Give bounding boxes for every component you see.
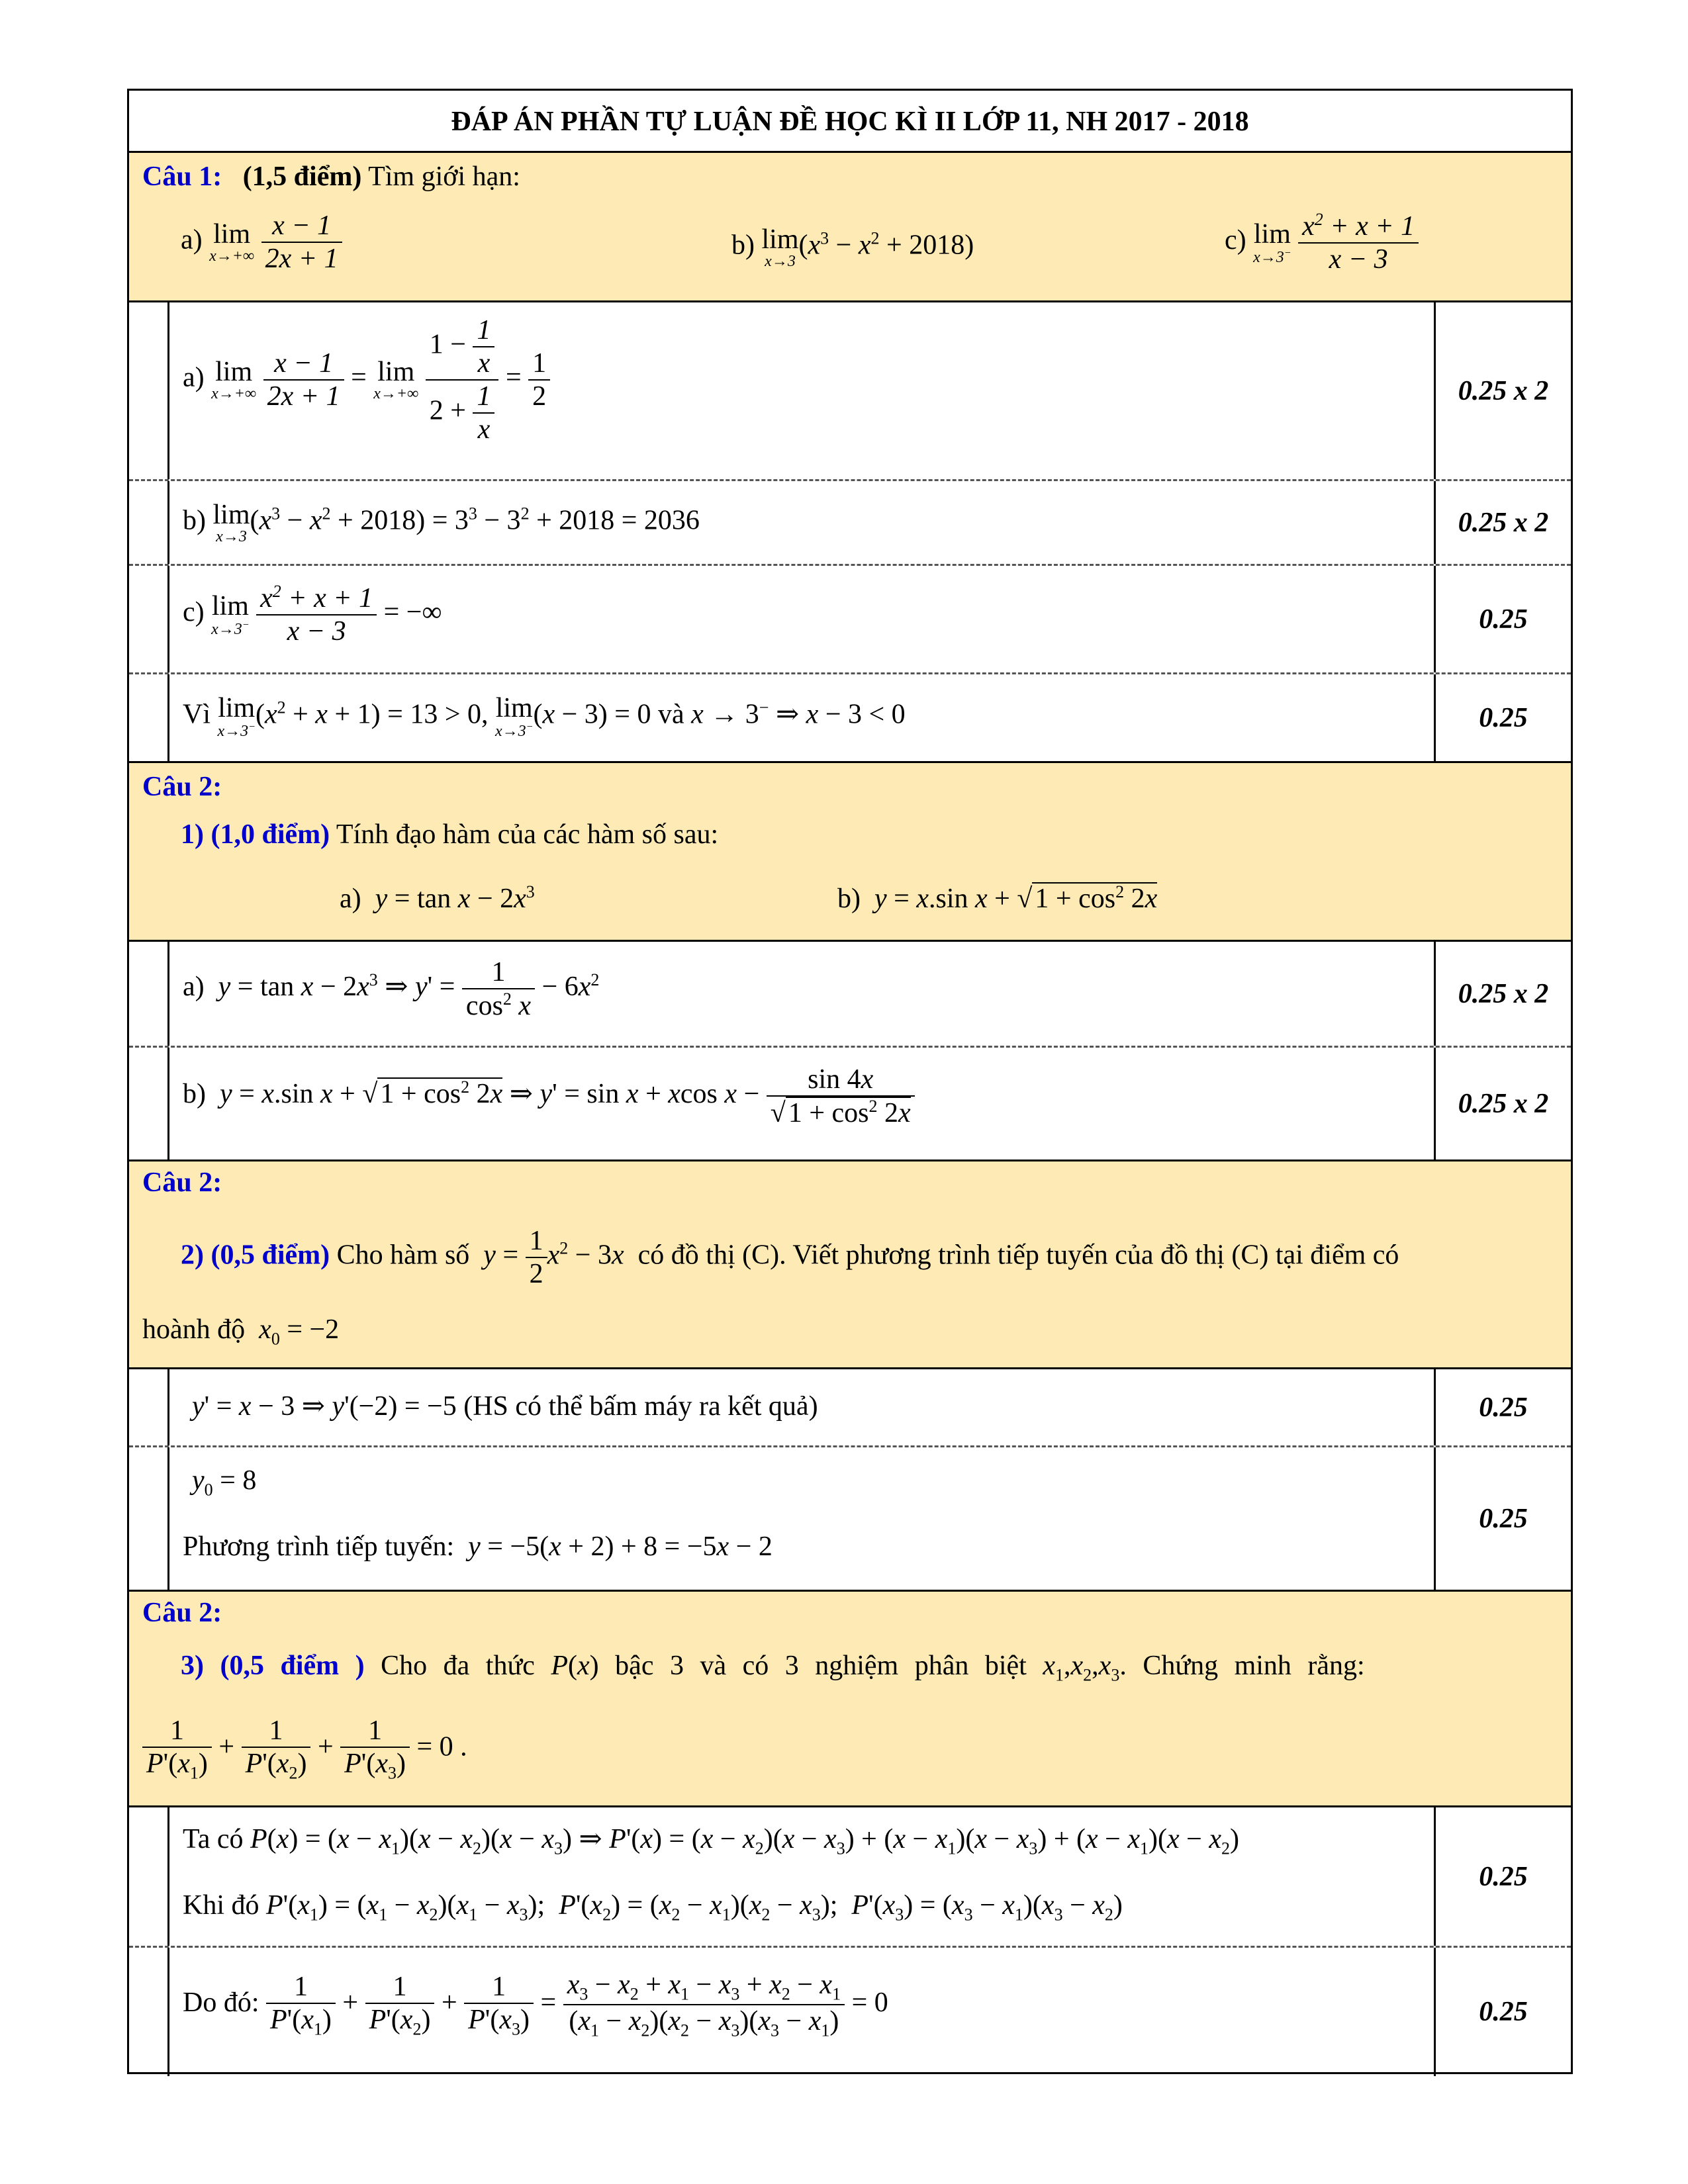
question-2-3-text: 3) (0,5 điểm ) Cho đa thức P(x) bậc 3 và có 3 nghiệm phân biệt $x_1,x_2,x_3$. Chứng minh rằng: [181,1651,1365,1685]
question-label: Câu 2: [142,1598,222,1628]
question-2-1 [129,763,1571,942]
calculator-note: (HS có thể bấm máy ra kết quả) [463,1391,818,1422]
solution-2-2a [129,1369,1571,1447]
question-2-2-text: 2) (0,5 điểm) Cho hàm số y = $\frac{1}{2}$ $x^2 - 3x$ có đồ thị (C). Viết phương trình tiếp tuyến của đồ thị (C) tại điểm có [181,1226,1399,1289]
score: 0.25 x 2 [1458,978,1549,1009]
word-va: và [657,699,684,730]
score: 0.25 [1479,1392,1528,1423]
limit-a: a) lim x→+∞ $\frac{x - 1}{2x + 1}$ [181,210,342,275]
question-text-c: . Chứng minh rằng: [1119,1651,1365,1681]
score: 0.25 [1479,1861,1528,1892]
solution-1c [129,566,1571,674]
question-2-1-heading [181,819,718,850]
solution-2-3a [129,1807,1571,1948]
solution-2-2a-math: y' = x − 3 ⇒ y'(−2) = −5 (HS có thể bấm máy ra kết quả) [192,1391,818,1422]
solution-2-1b-math: b) y = x.sin $x + √1 + \cos^2 2x$ ⇒ y' = sin x + xcos x − $\frac{\sin 4x}{√1 + \cos^2 2x}$ [183,1064,915,1129]
limit-c: c) lim x→3− $\frac{x^2 + x + 1}{x - 3}$ [1225,210,1419,275]
question-points: (1,5 điểm) [242,161,362,192]
final-sum: Do đó: $\frac{1}{P'(x_1)}$ + $\frac{1}{P'(x_2)}$ + $\frac{1}{P'(x_3)}$ = $\frac{x_3 - x_2 + x_1 - x_3 + x_2 - x_1}{(x_1 - x_2)(x_2 - x_3)(x_3 - x_1)}$ = 0 [183,1970,888,2040]
solution-1c-reason-math: Vì lim x→3− $(x^2 + x + 1) = 13 > 0$, lim x→3− (x − 3) = 0 và x → 3− ⇒ x − 3 < 0 [183,693,906,740]
identity-to-prove: $\frac{1}{P'(x_1)}$ + $\frac{1}{P'(x_2)}$ + $\frac{1}{P'(x_3)}$ = 0 . [142,1715,467,1783]
solution-1a-math: a) lim x→+∞ $\frac{x - 1}{2x + 1}$ = lim x→+∞ 1 − $\frac{1}{x}$ 2 + $\frac{1}{x}$ = $\frac{1}{2}$ [183,314,550,445]
tangent-label: Phương trình tiếp tuyến: [183,1531,455,1562]
score: 0.25 x 2 [1458,375,1549,406]
question-text-a: Cho hàm số [336,1240,470,1271]
word-khido: Khi đó [183,1890,259,1921]
question-text-a: Cho đa thức [381,1651,535,1681]
question-text-c: hoành độ [142,1314,246,1345]
question-2-2 [129,1161,1571,1369]
limit-b: b) lim x→3 $(x^3 - x^2 + 2018)$ [731,224,974,270]
derivative-formula: Ta có $P(x) = (x - x_1)(x - x_2)(x - x_3)$ ⇒ $P'(x) = (x - x_2)(x - x_3) + (x - x_1)(x - x_3) + (x - x_1)(x - x_2)$ [183,1824,1239,1858]
score: 0.25 [1479,604,1528,635]
question-sub-label: 1) (1,0 điểm) [181,819,330,850]
solution-1a [129,302,1571,481]
solution-2-1a [129,942,1571,1048]
solution-1b [129,481,1571,566]
score: 0.25 [1479,1997,1528,2027]
derivative-values: Khi đó $P'(x_1) = (x_1 - x_2)(x_1 - x_3)$; $P'(x_2) = (x_2 - x_1)(x_2 - x_3)$; $P'(x_3) = (x_3 - x_1)(x_3 - x_2)$ [183,1890,1123,1925]
score: 0.25 x 2 [1458,507,1549,538]
function-b: b) y = x.sin $x + √1 + \cos^2 2x$ [837,882,1158,914]
question-2-3 [129,1592,1571,1807]
answer-table [127,89,1573,2074]
solution-1c-reason [129,674,1571,763]
question-2-2-text-2: hoành độ $x_0 = -2$ [142,1314,340,1349]
question-label: Câu 2: [142,772,222,802]
word-taco: Ta có [183,1824,244,1854]
score: 0.25 x 2 [1458,1088,1549,1119]
solution-2-3b [129,1948,1571,2076]
solution-2-1b [129,1048,1571,1161]
question-text-b: bậc 3 và có 3 nghiệm phân biệt [615,1651,1027,1681]
score: 0.25 [1479,1503,1528,1534]
question-1-heading [142,161,520,193]
question-text: Tìm giới hạn: [368,161,520,192]
question-sub-label: 3) (0,5 điểm ) [181,1651,365,1681]
word-dodo: Do đó: [183,1987,259,2019]
question-label: Câu 1: [142,161,222,192]
score: 0.25 [1479,702,1528,733]
solution-2-2b [129,1447,1571,1592]
question-text: Tính đạo hàm của các hàm số sau: [336,819,719,850]
question-text-b: có đồ thị (C). Viết phương trình tiếp tuyến của đồ thị (C) tại điểm có [637,1240,1399,1271]
y0-value: $y_0 = 8$ [192,1465,257,1500]
question-label: Câu 2: [142,1167,222,1198]
solution-2-1a-math: a) $y = \tan x - 2x^3$ ⇒ y' = $\frac{1}{\cos^2 x}$ − $6x^2$ [183,957,600,1021]
page-title: ĐÁP ÁN PHẦN TỰ LUẬN ĐỀ HỌC KÌ II LỚP 11, NH 2017 - 2018 [129,91,1571,153]
function-a: a) $y = \tan x - 2x^3$ [340,882,535,914]
tangent-equation: Phương trình tiếp tuyến: y = −5(x + 2) + 8 = −5x − 2 [183,1531,773,1562]
solution-1c-math: c) lim x→3− $\frac{x^2 + x + 1}{x - 3}$ = −∞ [183,582,442,647]
solution-1b-math: b) lim x→3 $(x^3 - x^2 + 2018) = 3^3 - 3^2 + 2018 = 2036$ [183,500,700,545]
question-sub-label: 2) (0,5 điểm) [181,1240,330,1271]
word-vi: Vì [183,699,211,730]
question-1 [129,153,1571,302]
